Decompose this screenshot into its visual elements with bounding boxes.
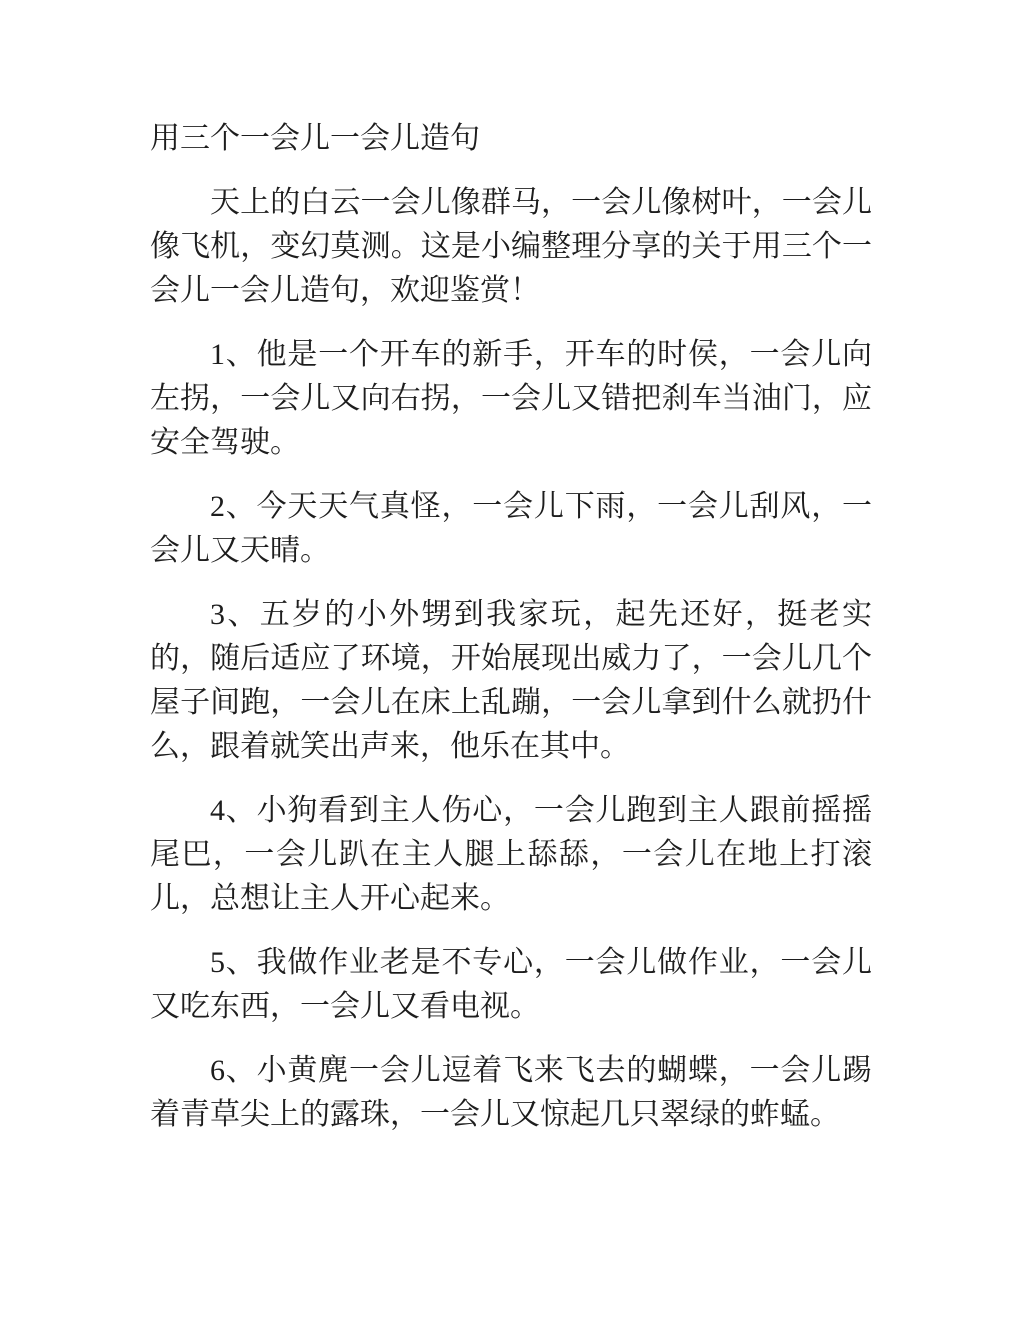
sentence-item-4: 4、小狗看到主人伤心，一会儿跑到主人跟前摇摇尾巴，一会儿趴在主人腿上舔舔，一会儿在地上打滚儿，总想让主人开心起来。 (150, 794, 872, 915)
sentence-item-2: 2、今天天气真怪，一会儿下雨，一会儿刮风，一会儿又天晴。 (150, 490, 872, 567)
intro-paragraph: 天上的白云一会儿像群马，一会儿像树叶，一会儿像飞机，变幻莫测。这是小编整理分享的关于用三个一会儿一会儿造句，欢迎鉴赏！ (150, 186, 872, 307)
sentence-item-6: 6、小黄麂一会儿逗着飞来飞去的蝴蝶，一会儿踢着青草尖上的露珠，一会儿又惊起几只翠绿的蚱蜢。 (150, 1054, 872, 1131)
page-title: 用三个一会儿一会儿造句 (150, 122, 480, 155)
sentence-item-3: 3、五岁的小外甥到我家玩，起先还好，挺老实的，随后适应了环境，开始展现出威力了，一会儿几个屋子间跑，一会儿在床上乱蹦，一会儿拿到什么就扔什么，跟着就笑出声来，他乐在其中。 (150, 598, 872, 763)
sentence-item-1: 1、他是一个开车的新手，开车的时侯，一会儿向左拐，一会儿又向右拐，一会儿又错把刹车当油门，应安全驾驶。 (150, 338, 872, 459)
sentence-item-5: 5、我做作业老是不专心，一会儿做作业，一会儿又吃东西，一会儿又看电视。 (150, 946, 872, 1023)
